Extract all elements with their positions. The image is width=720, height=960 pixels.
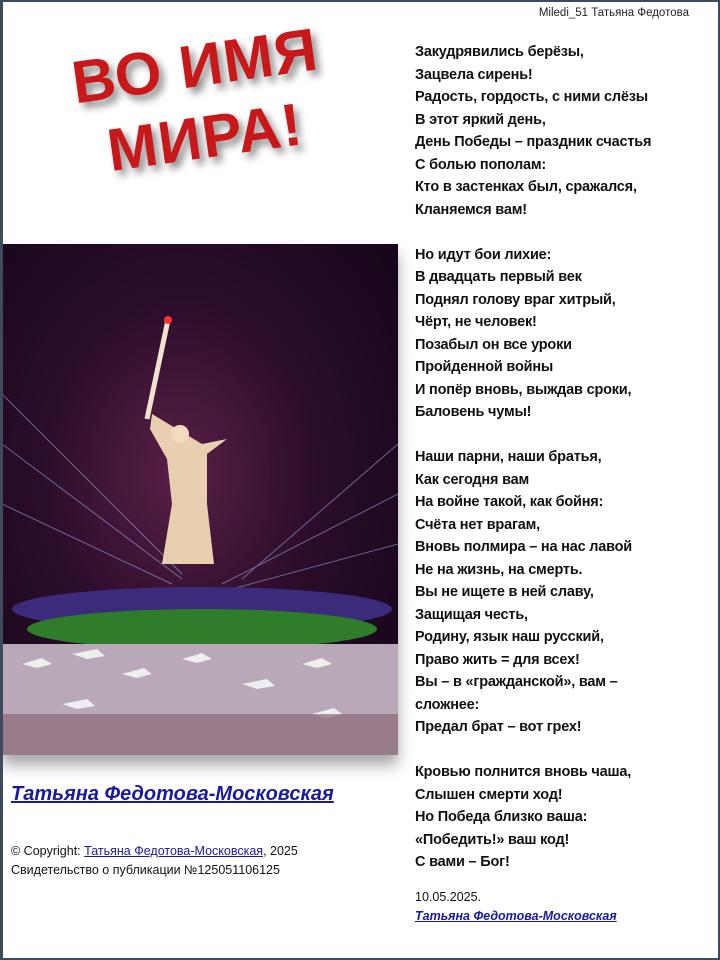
copyright-year: , 2025 bbox=[263, 844, 298, 858]
poem-date: 10.05.2025. bbox=[415, 890, 482, 904]
poem-line: Вы – в «гражданской», вам – bbox=[415, 674, 618, 690]
poem-line: Наши парни, наши братья, bbox=[415, 449, 602, 465]
poem-line: «Победить!» ваш код! bbox=[415, 831, 570, 848]
poem-line: С болью пополам: bbox=[415, 156, 546, 173]
poem-line: Баловень чумы! bbox=[415, 404, 532, 420]
poem-line: Предал брат – вот грех! bbox=[415, 719, 582, 735]
poem-stanza bbox=[415, 244, 715, 424]
poem-line: Зацвела сирень! bbox=[415, 66, 533, 83]
poem-line: Радость, гордость, с ними слёзы bbox=[415, 89, 648, 105]
author-name-link[interactable]: Татьяна Федотова-Московская bbox=[11, 783, 334, 805]
poem-line: Счёта нет врагам, bbox=[415, 516, 541, 533]
poem-line: Кто в застенках был, сражался, bbox=[415, 179, 637, 195]
poem-line: Пройденной войны bbox=[415, 359, 554, 375]
poem-line: Чёрт, не человек! bbox=[415, 314, 537, 330]
poem-line: Позабыл он все уроки bbox=[415, 336, 572, 353]
poem-line: Закудрявились берёзы, bbox=[415, 44, 584, 60]
page-title bbox=[46, 11, 353, 194]
poem-line: Родину, язык наш русский, bbox=[415, 629, 604, 645]
poem-line: Защищая честь, bbox=[415, 606, 528, 623]
poem-line: И попёр вновь, выждав сроки, bbox=[415, 381, 632, 398]
poem-line: Право жить = для всех! bbox=[415, 651, 580, 668]
poem-line: На войне такой, как бойня: bbox=[415, 494, 604, 510]
poem-line: С вами – Бог! bbox=[415, 854, 510, 870]
poem-line: Поднял голову враг хитрый, bbox=[415, 291, 616, 308]
title-line-2: МИРА! bbox=[103, 90, 307, 184]
poem-line: День Победы – праздник счастья bbox=[415, 134, 652, 150]
poem-line: Слышен смерти ход! bbox=[415, 786, 563, 803]
poem-line: Как сегодня вам bbox=[415, 471, 529, 488]
poem-line: Вновь полмира – на нас лавой bbox=[415, 539, 633, 555]
header-credit: Miledi_51 Татьяна Федотова bbox=[538, 7, 689, 19]
title-line-1: ВО ИМЯ bbox=[67, 15, 323, 117]
copyright-prefix: © Copyright: bbox=[11, 844, 85, 858]
signature-link[interactable]: Татьяна Федотова-Московская bbox=[415, 909, 617, 923]
publication-certificate: Свидетельство о публикации №125051106125 bbox=[11, 863, 280, 877]
poem-stanza bbox=[415, 41, 715, 221]
copyright-block bbox=[11, 842, 298, 880]
copyright-author-link[interactable]: Татьяна Федотова-Московская bbox=[84, 844, 264, 858]
poem-line: сложнее: bbox=[415, 696, 480, 713]
poem-line: Не на жизнь, на смерть. bbox=[415, 561, 583, 578]
poem-stanza bbox=[415, 761, 715, 874]
poem-stanza bbox=[415, 446, 715, 739]
poem-line: Но идут бои лихие: bbox=[415, 246, 552, 263]
poem-line: Кровью полнится вновь чаша, bbox=[415, 764, 632, 780]
poem-line: Кланяемся вам! bbox=[415, 201, 527, 218]
poem-line: В этот яркий день, bbox=[415, 111, 546, 128]
motherland-calls-photo bbox=[2, 244, 398, 755]
poem-line: Вы не ищете в ней славу, bbox=[415, 584, 594, 600]
poem-line: В двадцать первый век bbox=[415, 269, 582, 285]
poem bbox=[415, 41, 715, 896]
poem-line: Но Победа близко ваша: bbox=[415, 809, 588, 825]
